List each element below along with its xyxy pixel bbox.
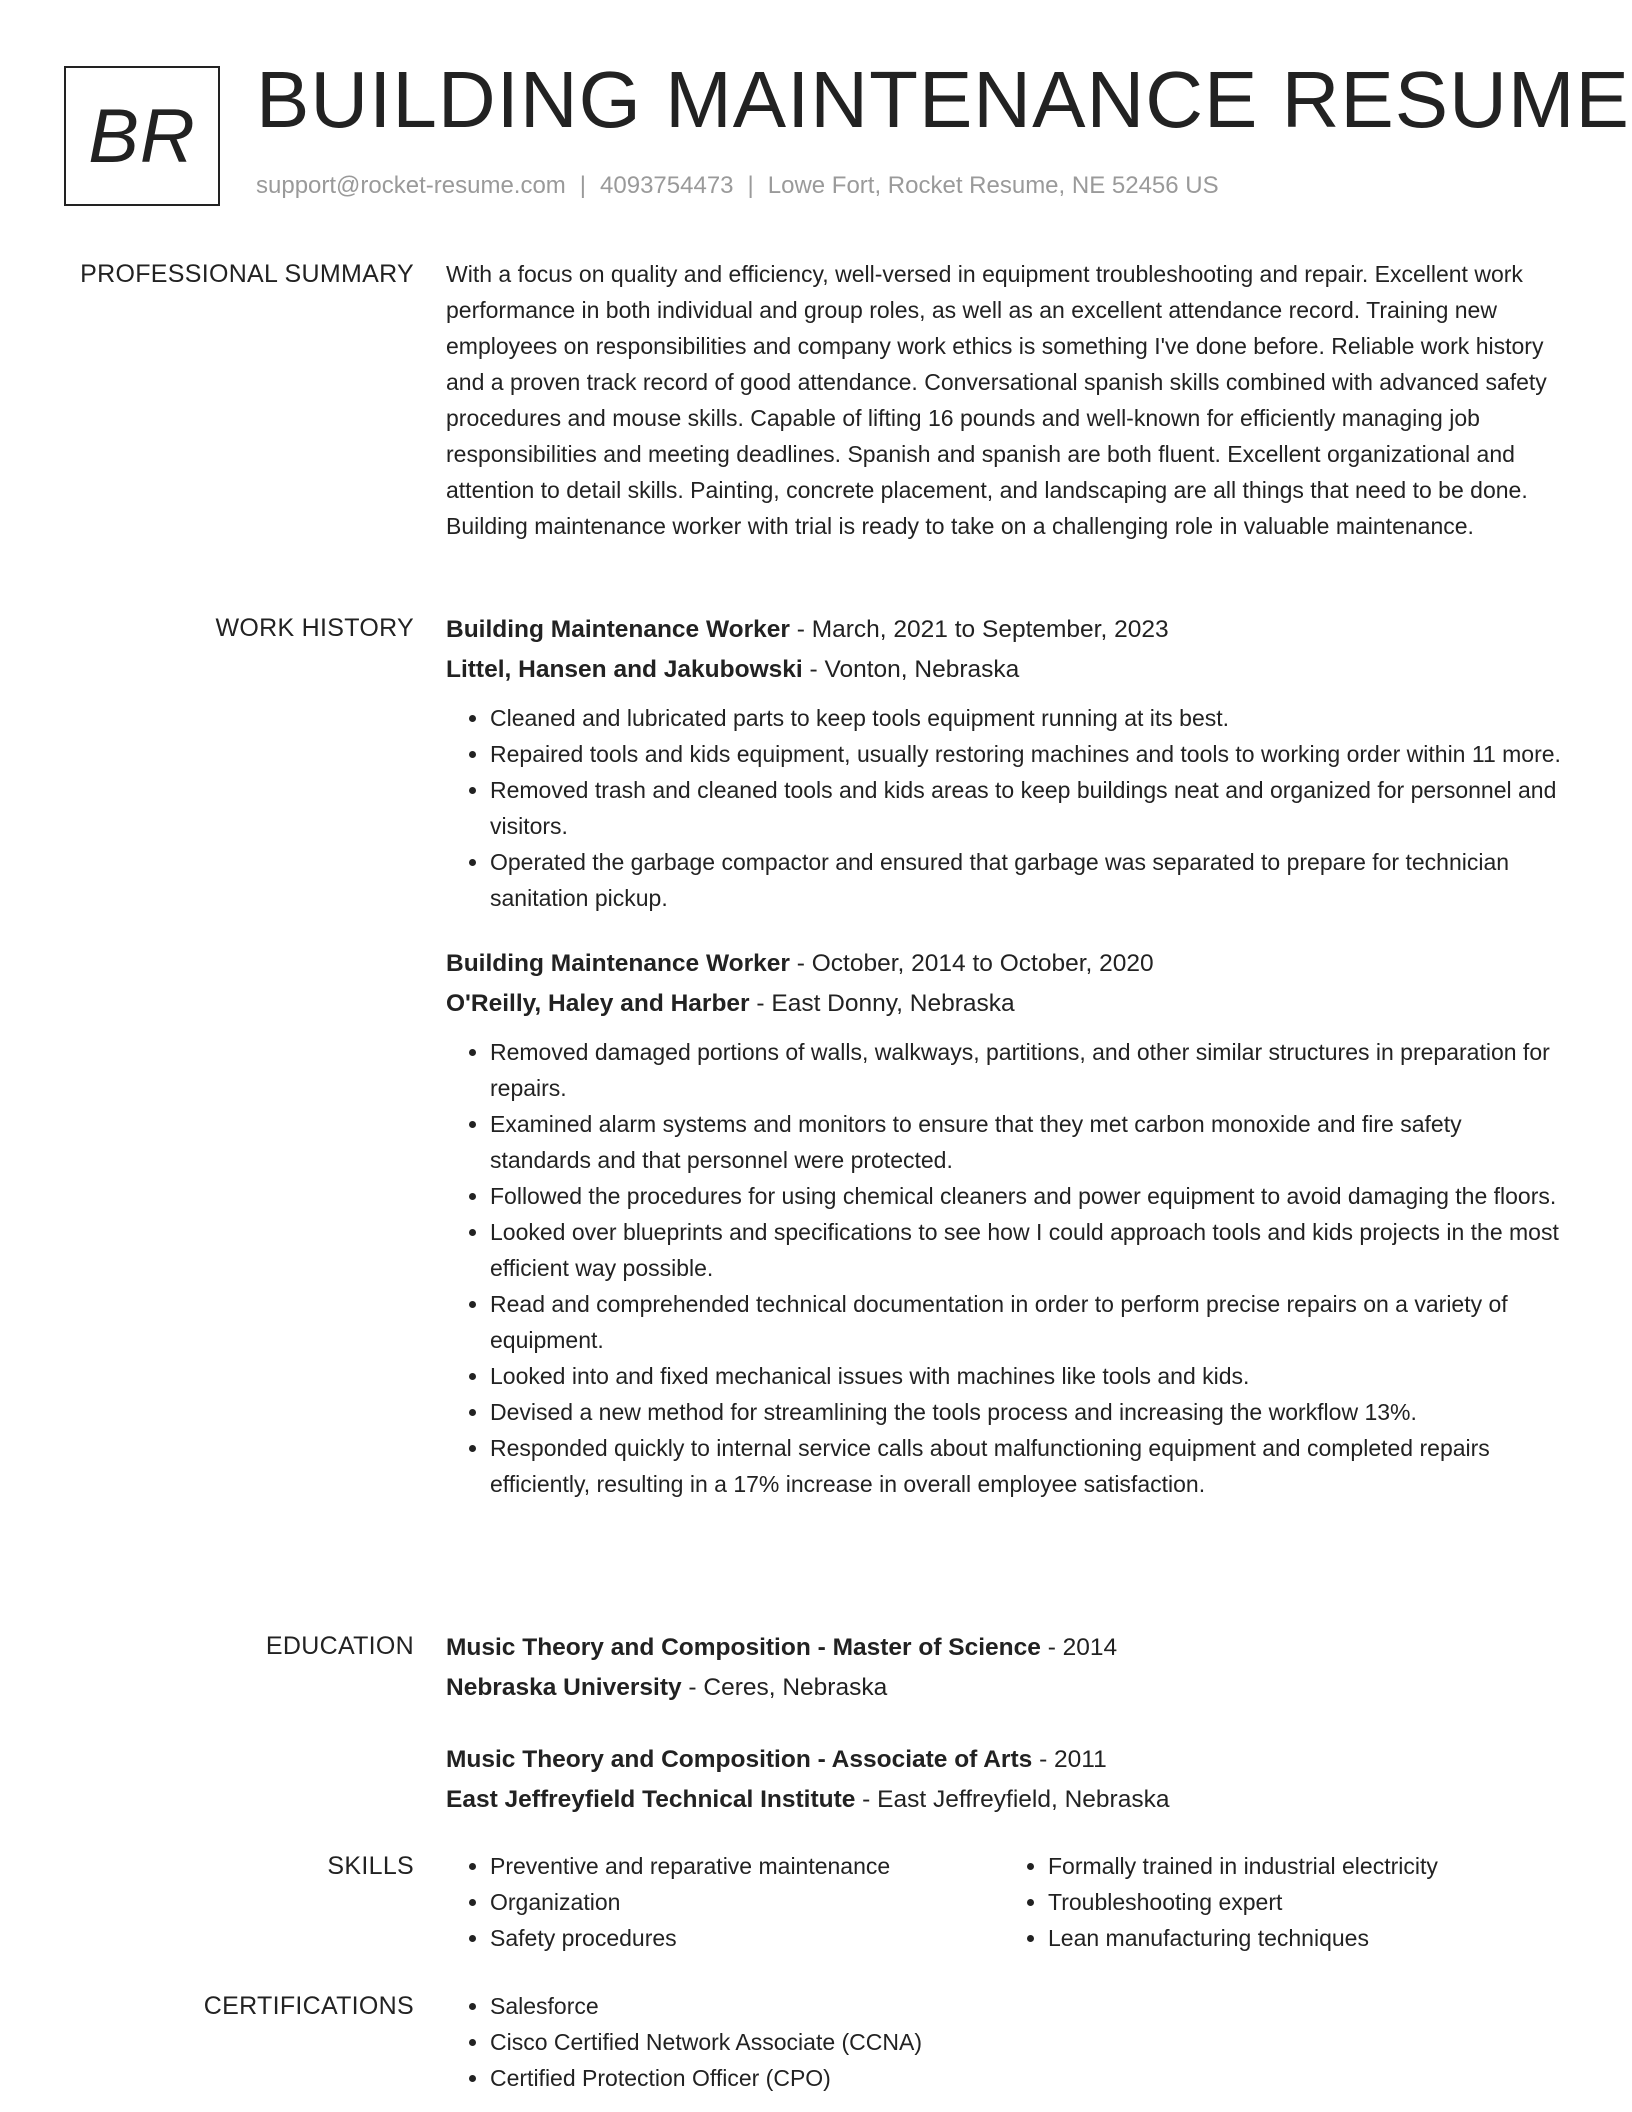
job-company: Littel, Hansen and Jakubowski bbox=[446, 656, 803, 683]
summary-text: With a focus on quality and efficiency, well-versed in equipment troubleshooting and repair. Excellent work performance in both individual and group roles, as well as an excellent attendance record. Training new employees on responsibilities and company work ethics is something I've done before. Reliable work history and a proven track record of good attendance. Conversational spanish skills combined with advanced safety procedures and mouse skills. Capable of lifting 16 pounds and well-known for efficiently managing job responsibilities and meeting deadlines. Spanish and spanish are both fluent. Excellent organizational and attention to detail skills. Painting, concrete placement, and landscaping are all things that need to be done. Building maintenance worker with trial is ready to take on a challenging role in valuable maintenance. bbox=[446, 261, 1547, 539]
work-history-body bbox=[446, 610, 1562, 1530]
job-title: Building Maintenance Worker bbox=[446, 616, 790, 643]
skills-list-left bbox=[446, 1848, 1004, 1956]
job-bullets bbox=[446, 700, 1562, 916]
skill-item: • Troubleshooting expert bbox=[1048, 1884, 1562, 1920]
school-line bbox=[446, 1780, 1562, 1820]
section-label-education: EDUCATION bbox=[265, 1632, 414, 1660]
degree-name: Music Theory and Composition - Master of Science bbox=[446, 1634, 1041, 1661]
school-line bbox=[446, 1668, 1562, 1708]
school-name: East Jeffreyfield Technical Institute bbox=[446, 1786, 856, 1813]
job-bullet: • Read and comprehended technical documentation in order to perform precise repairs on a variety of equipment. bbox=[490, 1286, 1562, 1358]
monogram-logo: BR bbox=[64, 66, 220, 206]
school-name: Nebraska University bbox=[446, 1674, 682, 1701]
certification-item: • Salesforce bbox=[490, 1988, 1562, 2024]
contact-line bbox=[256, 172, 1219, 200]
degree-year: - 2014 bbox=[1040, 1634, 1118, 1661]
school-location: - East Jeffreyfield, Nebraska bbox=[855, 1786, 1170, 1813]
degree-line bbox=[446, 1740, 1562, 1780]
job-title-line bbox=[446, 610, 1562, 650]
section-label-summary: PROFESSIONAL SUMMARY bbox=[80, 260, 414, 288]
skill-item: • Organization bbox=[490, 1884, 1004, 1920]
job-company-line bbox=[446, 984, 1562, 1024]
resume-title: BUILDING MAINTENANCE RESUME bbox=[256, 55, 1630, 144]
job-bullets bbox=[446, 1034, 1562, 1502]
job-bullet: • Responded quickly to internal service calls about malfunctioning equipment and completed repairs efficiently, resulting in a 17% increase in overall employee satisfaction. bbox=[490, 1430, 1562, 1502]
certification-item: • Certified Protection Officer (CPO) bbox=[490, 2060, 1562, 2096]
job-title-line bbox=[446, 944, 1562, 984]
job-bullet: • Devised a new method for streamlining the tools process and increasing the workflow 13%. bbox=[490, 1394, 1562, 1430]
contact-phone[interactable]: 4093754473 bbox=[600, 172, 734, 199]
section-label-skills: SKILLS bbox=[327, 1852, 414, 1880]
skill-item: • Preventive and reparative maintenance bbox=[490, 1848, 1004, 1884]
job-location: - East Donny, Nebraska bbox=[749, 990, 1015, 1017]
skills-list-right bbox=[1004, 1848, 1562, 1956]
job-bullet: • Operated the garbage compactor and ensured that garbage was separated to prepare for technician sanitation pickup. bbox=[490, 844, 1562, 916]
job-bullet: • Cleaned and lubricated parts to keep tools equipment running at its best. bbox=[490, 700, 1562, 736]
school-location: - Ceres, Nebraska bbox=[681, 1674, 888, 1701]
section-label-certifications: CERTIFICATIONS bbox=[203, 1992, 414, 2020]
skills-body bbox=[446, 1848, 1562, 1956]
contact-separator: | bbox=[579, 172, 587, 199]
job-bullet: • Looked into and fixed mechanical issues with machines like tools and kids. bbox=[490, 1358, 1562, 1394]
skill-item: • Formally trained in industrial electricity bbox=[1048, 1848, 1562, 1884]
job-dates: - March, 2021 to September, 2023 bbox=[789, 616, 1169, 643]
job-bullet: • Removed damaged portions of walls, walkways, partitions, and other similar structures in preparation for repairs. bbox=[490, 1034, 1562, 1106]
job-entry bbox=[446, 610, 1562, 916]
job-location: - Vonton, Nebraska bbox=[802, 656, 1020, 683]
skill-item: • Safety procedures bbox=[490, 1920, 1004, 1956]
certifications-list bbox=[446, 1988, 1562, 2096]
certification-item: • Cisco Certified Network Associate (CCNA) bbox=[490, 2024, 1562, 2060]
job-company-line bbox=[446, 650, 1562, 690]
contact-address: Lowe Fort, Rocket Resume, NE 52456 US bbox=[767, 172, 1219, 199]
job-bullet: • Followed the procedures for using chemical cleaners and power equipment to avoid damaging the floors. bbox=[490, 1178, 1562, 1214]
skill-item: • Lean manufacturing techniques bbox=[1048, 1920, 1562, 1956]
education-body bbox=[446, 1628, 1562, 1852]
certifications-body bbox=[446, 1988, 1562, 2096]
job-bullet: • Examined alarm systems and monitors to ensure that they met carbon monoxide and fire safety standards and that personnel were protected. bbox=[490, 1106, 1562, 1178]
degree-line bbox=[446, 1628, 1562, 1668]
summary-body bbox=[446, 256, 1562, 544]
job-bullet: • Looked over blueprints and specifications to see how I could approach tools and kids projects in the most efficient way possible. bbox=[490, 1214, 1562, 1286]
job-bullet: • Repaired tools and kids equipment, usually restoring machines and tools to working order within 11 more. bbox=[490, 736, 1562, 772]
job-bullet: • Removed trash and cleaned tools and kids areas to keep buildings neat and organized for personnel and visitors. bbox=[490, 772, 1562, 844]
section-label-work-history: WORK HISTORY bbox=[215, 614, 414, 642]
education-entry bbox=[446, 1628, 1562, 1708]
job-company: O'Reilly, Haley and Harber bbox=[446, 990, 750, 1017]
job-entry bbox=[446, 944, 1562, 1502]
contact-separator: | bbox=[747, 172, 754, 199]
contact-email[interactable]: support@rocket-resume.com bbox=[256, 172, 566, 199]
degree-year: - 2011 bbox=[1032, 1746, 1107, 1773]
job-dates: - October, 2014 to October, 2020 bbox=[789, 950, 1154, 977]
education-entry bbox=[446, 1740, 1562, 1820]
job-title: Building Maintenance Worker bbox=[446, 950, 790, 977]
degree-name: Music Theory and Composition - Associate of Arts bbox=[446, 1746, 1033, 1773]
